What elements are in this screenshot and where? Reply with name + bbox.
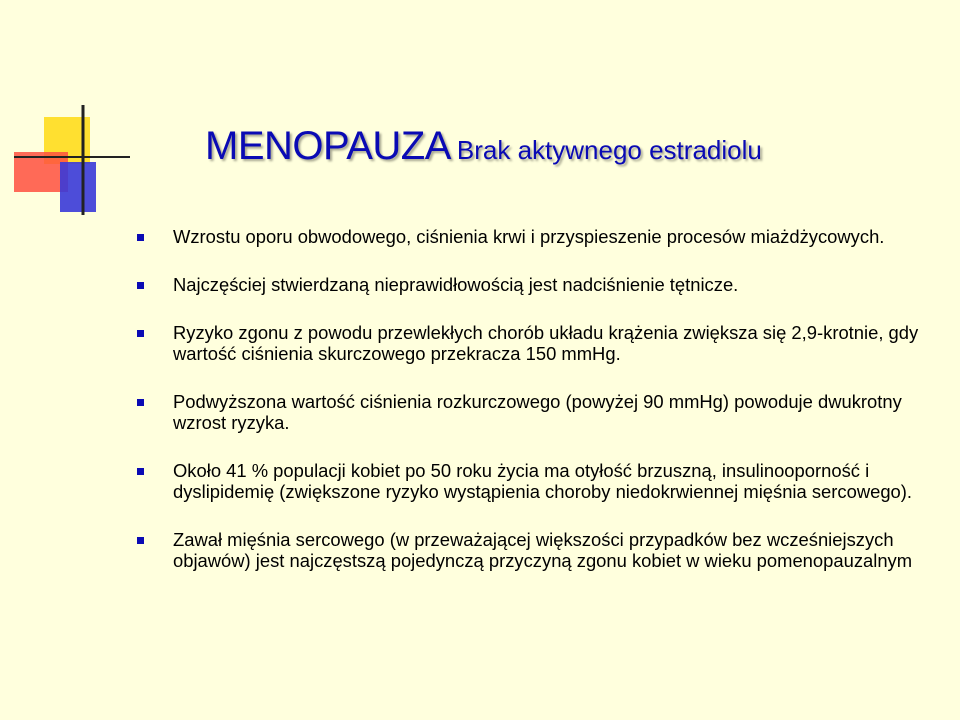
bullet-item — [135, 460, 925, 502]
bullet-item — [135, 226, 925, 247]
bullet-item — [135, 274, 925, 295]
bullet-text: Zawał mięśnia sercowego (w przeważającej większości przypadków bez wcześniejszych objawów) jest najczęstszą pojedynczą przyczyną zgonu kobiet w wieku pomenopauzalnym — [173, 529, 913, 571]
square-bullet-icon — [137, 468, 144, 475]
bullet-text: Ryzyko zgonu z powodu przewlekłych chorób układu krążenia zwiększa się 2,9-krotnie, gdy wartość ciśnienia skurczowego przekracza 150 mmHg. — [173, 322, 919, 364]
bullet-item — [135, 322, 925, 364]
title-main: MENOPAUZA — [205, 124, 451, 168]
decorative-squares-logo — [0, 0, 140, 220]
blue-square — [60, 162, 96, 212]
square-bullet-icon — [137, 234, 144, 241]
bullet-list — [135, 226, 925, 571]
bullet-text: Wzrostu oporu obwodowego, ciśnienia krwi i przyspieszenie procesów miażdżycowych. — [173, 226, 885, 247]
title-subtitle: Brak aktywnego estradiolu — [456, 135, 762, 165]
slide-title — [205, 124, 762, 169]
bullet-text: Podwyższona wartość ciśnienia rozkurczowego (powyżej 90 mmHg) powoduje dwukrotny wzrost ryzyka. — [173, 391, 902, 433]
square-bullet-icon — [137, 330, 144, 337]
bullet-item — [135, 529, 925, 571]
bullet-text: Najczęściej stwierdzaną nieprawidłowością jest nadciśnienie tętnicze. — [173, 274, 739, 295]
bullet-text: Około 41 % populacji kobiet po 50 roku życia ma otyłość brzuszną, insulinooporność i dyslipidemię (zwiększone ryzyko wystąpienia choroby niedokrwiennej mięśnia sercowego). — [173, 460, 913, 502]
bullet-item — [135, 391, 925, 433]
square-bullet-icon — [137, 282, 144, 289]
square-bullet-icon — [137, 537, 144, 544]
square-bullet-icon — [137, 399, 144, 406]
